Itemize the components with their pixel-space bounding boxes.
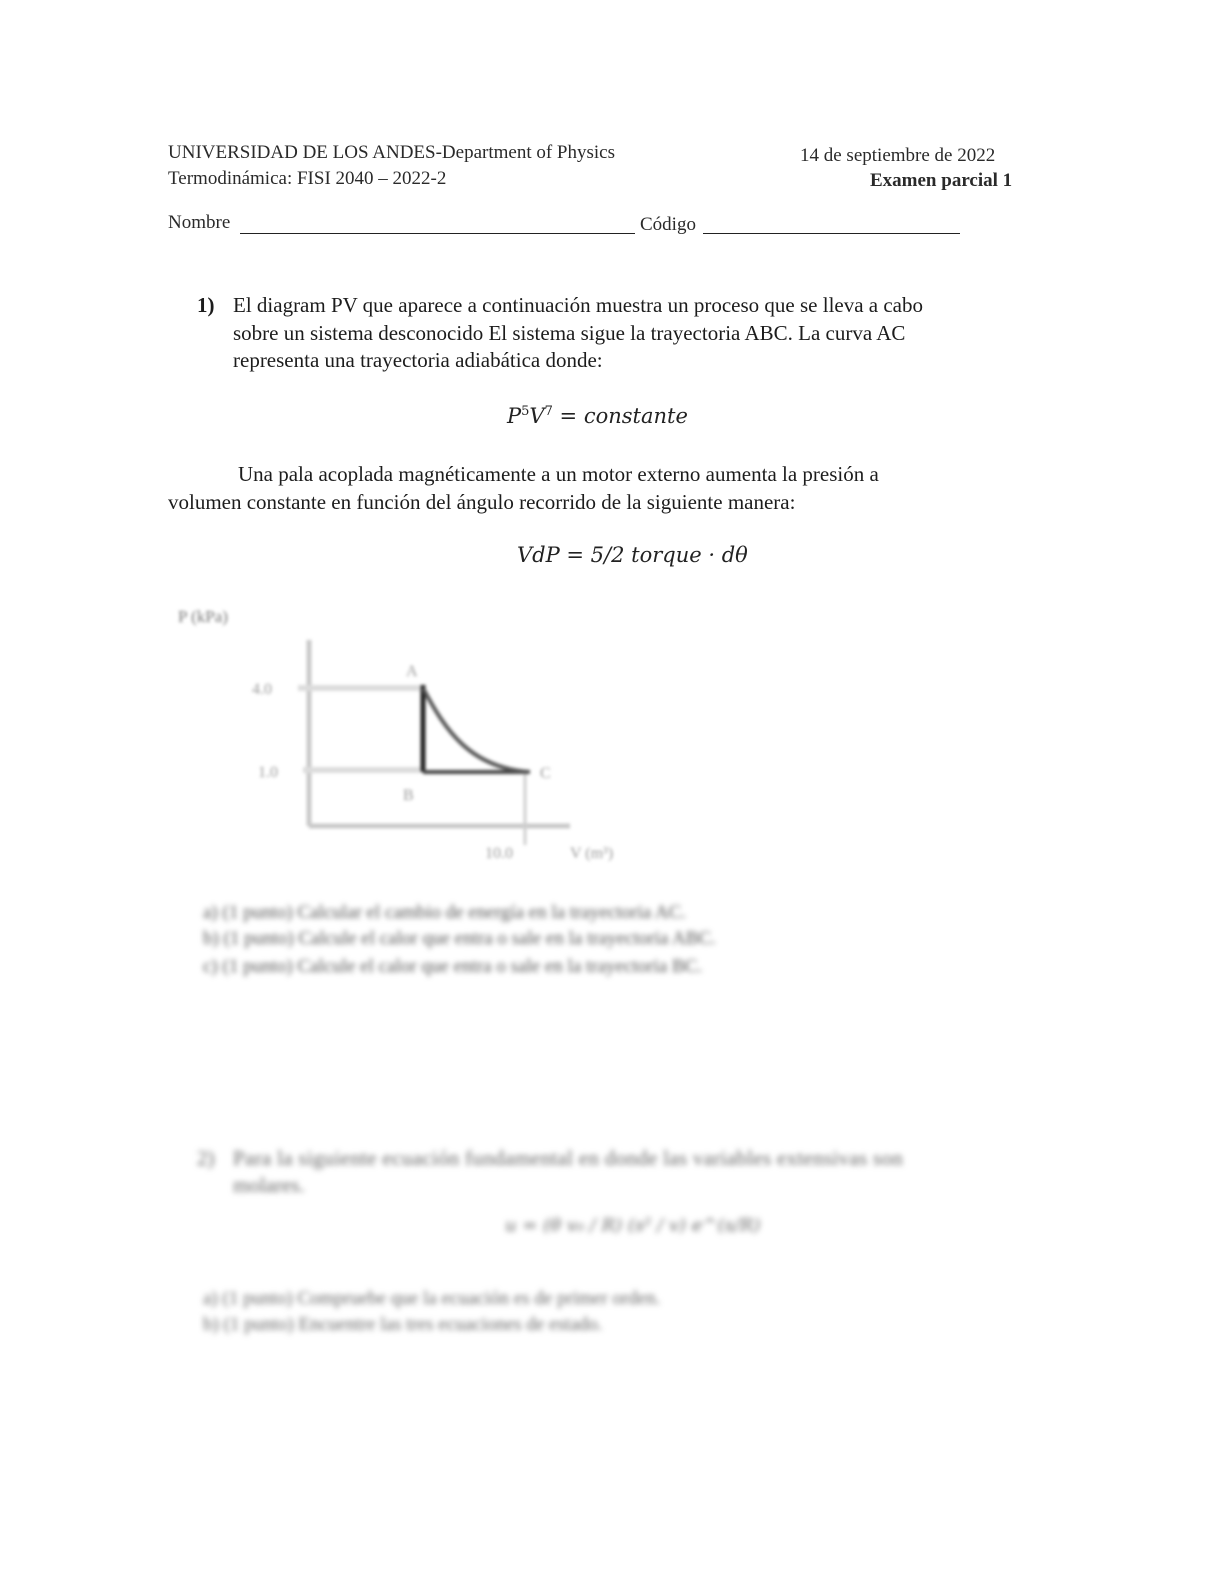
code-label: Código xyxy=(640,214,696,235)
question-1-intro-line-2: sobre un sistema desconocido El sistema sigue la trayectoria ABC. La curva AC xyxy=(233,321,906,345)
name-label: Nombre xyxy=(168,212,231,233)
question-2-part-a: a) (1 punto) Compruebe que la ecuación es de primer orden. xyxy=(203,1288,661,1309)
point-b-label: B xyxy=(403,787,414,804)
exam-title: Examen parcial 1 xyxy=(870,170,1013,191)
question-2-number: 2) xyxy=(197,1146,215,1170)
y-tick-high: 4.0 xyxy=(252,681,272,698)
x-tick: 10.0 xyxy=(485,845,513,862)
eq-p: P xyxy=(507,404,522,428)
point-a-label: A xyxy=(406,663,418,680)
question-2-intro-line-1: Para la siguiente ecuación fundamental en donde las variables extensivas son xyxy=(233,1146,904,1170)
fundamental-equation: u = (θ v₀ / R) (s² / v) e^(s/R) xyxy=(505,1215,761,1236)
institution-name: UNIVERSIDAD DE LOS ANDES-Department of Physics xyxy=(168,142,615,163)
eq-rhs: = constante xyxy=(552,404,688,428)
question-1-number: 1) xyxy=(197,293,215,317)
adiabatic-curve-ac xyxy=(423,688,530,772)
question-2-part-b: b) (1 punto) Encuentre las tres ecuaciones de estado. xyxy=(203,1314,603,1335)
eq-v-exponent: 7 xyxy=(544,404,553,419)
question-1-part-c: c) (1 punto) Calcule el calor que entra o sale en la trayectoria BC. xyxy=(203,956,703,977)
point-c-label: C xyxy=(540,765,551,782)
y-tick-low: 1.0 xyxy=(258,764,278,781)
y-axis-label: P (kPa) xyxy=(178,607,228,626)
question-1-paragraph-line-1: Una pala acoplada magnéticamente a un motor externo aumenta la presión a xyxy=(238,462,879,486)
code-field[interactable] xyxy=(703,233,960,234)
question-1-part-b: b) (1 punto) Calcule el calor que entra o sale en la trayectoria ABC. xyxy=(203,928,716,949)
eq-v: V xyxy=(529,404,545,428)
question-1-intro-line-1: El diagram PV que aparece a continuación muestra un proceso que se lleva a cabo xyxy=(233,293,924,317)
x-axis-label: V (m³) xyxy=(570,845,614,862)
eq-p-exponent: 5 xyxy=(521,404,530,419)
question-1-intro-line-3: representa una trayectoria adiabática donde: xyxy=(233,348,603,372)
adiabatic-equation xyxy=(507,404,688,428)
name-field[interactable] xyxy=(240,233,635,234)
question-1-part-a: a) (1 punto) Calcular el cambio de energía en la trayectoria AC. xyxy=(203,902,686,923)
question-2-intro-line-2: molares. xyxy=(233,1173,305,1197)
exam-date: 14 de septiembre de 2022 xyxy=(800,145,996,166)
torque-equation: VdP = 5/2 torque · dθ xyxy=(517,543,748,567)
pv-diagram xyxy=(170,600,650,870)
question-1-paragraph-line-2: volumen constante en función del ángulo recorrido de la siguiente manera: xyxy=(168,490,796,514)
course-name: Termodinámica: FISI 2040 – 2022-2 xyxy=(168,168,447,189)
